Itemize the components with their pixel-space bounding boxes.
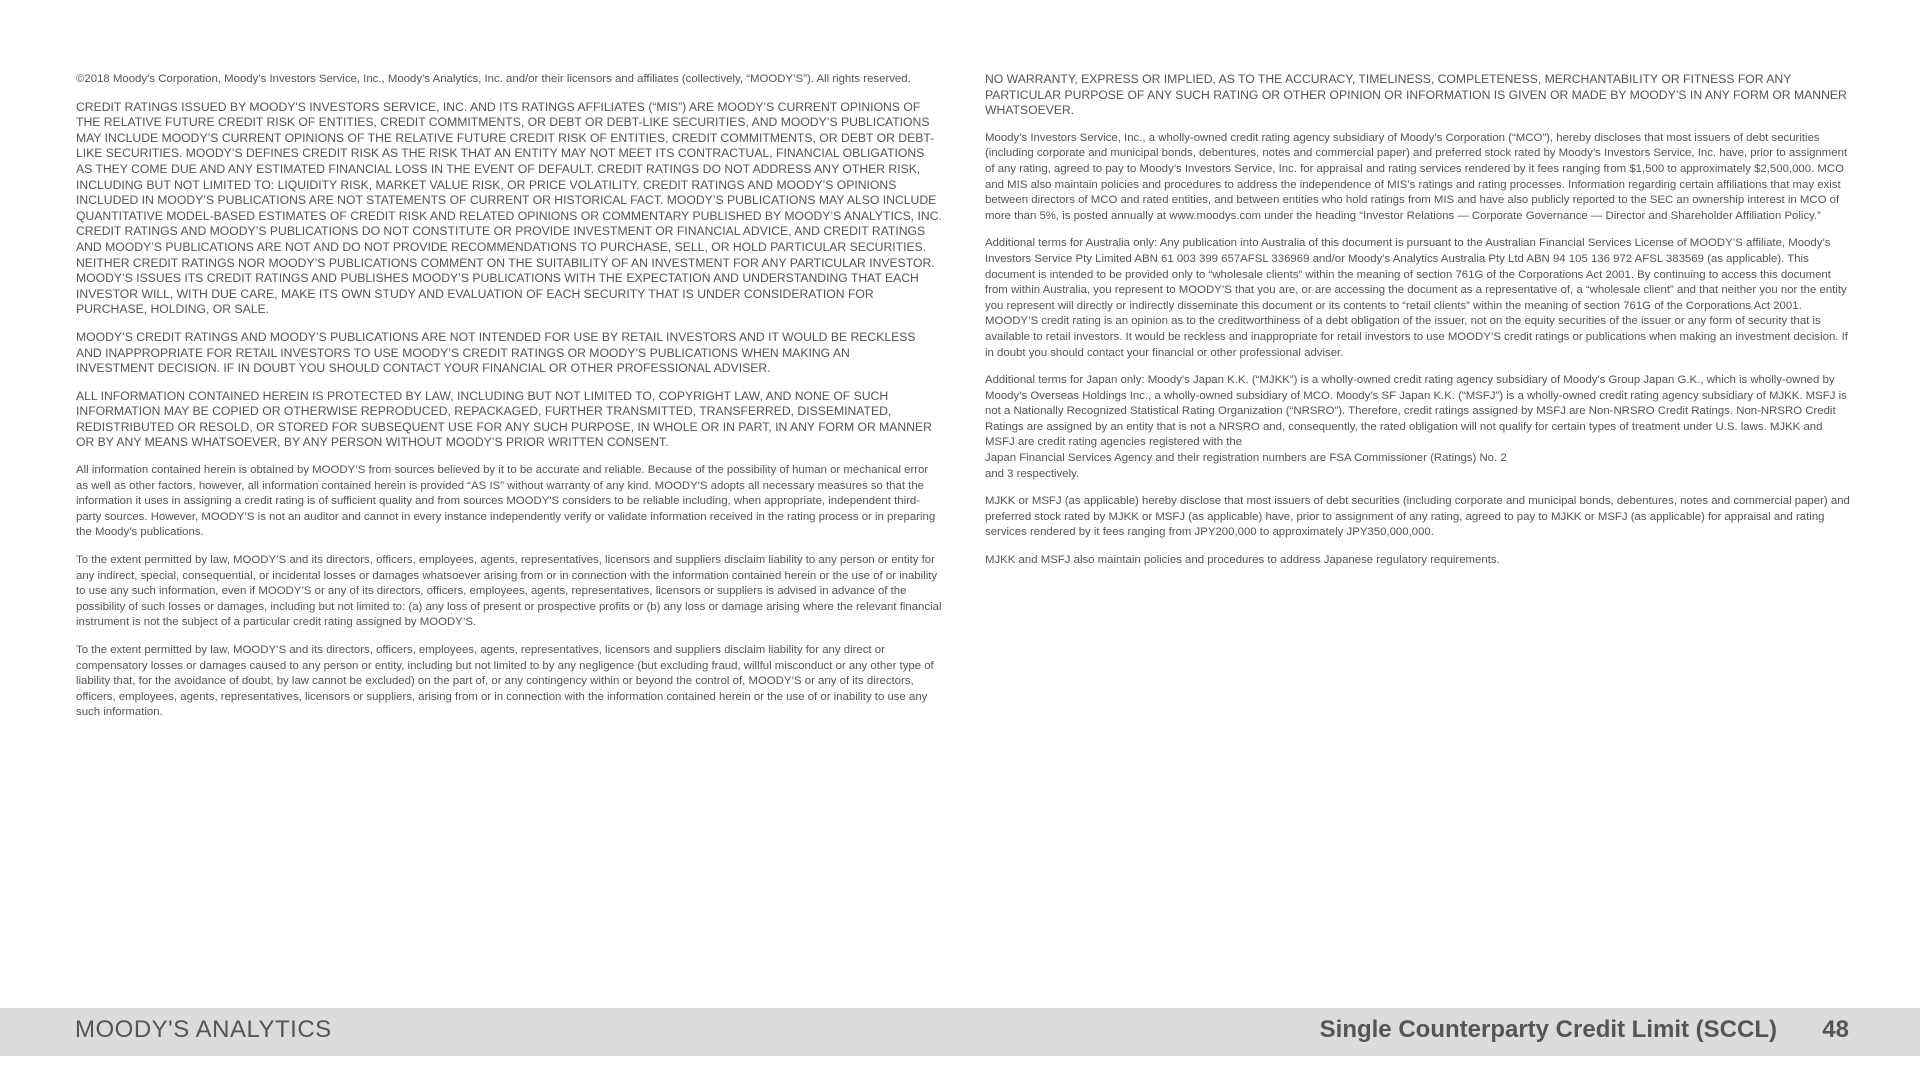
japan-terms-line3: and 3 respectively. [985,467,1080,480]
mjkk-fees-paragraph: MJKK or MSFJ (as applicable) hereby disclose that most issuers of debt securities (including corporate and municipal bonds, debentures, notes and commercial paper) and preferred stock rated by MJKK or MSFJ (as applicable) have, prior to assignment of any rating, agreed to pay to MJKK or MSFJ (as applicable) for appraisal and rating services rendered by it fees ranging from JPY200,000 to approximately JPY350,000,000. [985,495,1850,539]
australia-terms-paragraph: Additional terms for Australia only: Any publication into Australia of this document is pursuant to the Australian Financial Services License of MOODY’S affiliate, Moody’s Investors Service Pty Limited ABN 61 003 399 657AFSL 336969 and/or Moody’s Analytics Australia Pty Ltd ABN 94 105 136 972 AFSL 383569 (as applicable). This document is intended to be provided only to “wholesale clients” within the meaning of section 761G of the Corporations Act 2001. By continuing to access this document from within Australia, you represent to MOODY’S that you are, or are accessing the document as a representative of, a “wholesale client” and that neither you nor the entity you represent will directly or indirectly disseminate this document or its contents to “retail clients” within the meaning of section 761G of the Corporations Act 2001. MOODY’S credit rating is an opinion as to the creditworthiness of a debt obligation of the issuer, not on the equity securities of the issuer or any form of security that is available to retail investors. It would be reckless and inappropriate for retail investors to use MOODY’S credit ratings or publications when making an investment decision. If in doubt you should contact your financial or other professional adviser. [985,237,1848,359]
footer-document-title: Single Counterparty Credit Limit (SCCL) [1319,1016,1777,1043]
copyright-notice: ©2018 Moody’s Corporation, Moody’s Investors Service, Inc., Moody’s Analytics, Inc. and/or their licensors and affiliates (collectively, “MOODY’S”). All rights reserved. [76,73,911,85]
protected-by-law-notice: ALL INFORMATION CONTAINED HEREIN IS PROTECTED BY LAW, INCLUDING BUT NOT LIMITED TO, COPYRIGHT LAW, AND NONE OF SUCH INFORMATION MAY BE COPIED OR OTHERWISE REPRODUCED, REPACKAGED, FURTHER TRANSMITTED, TRANSFERRED, DISSEMINATED, REDISTRIBUTED OR RESOLD, OR STORED FOR SUBSEQUENT USE FOR ANY SUCH PURPOSE, IN WHOLE OR IN PART, IN ANY FORM OR MANNER OR BY ANY MEANS WHATSOEVER, BY ANY PERSON WITHOUT MOODY’S PRIOR WRITTEN CONSENT. [76,388,932,450]
japan-terms-line1: Additional terms for Japan only: Moody's Japan K.K. (“MJKK”) is a wholly-owned credit rating agency subsidiary of Moody's Group Japan G.K., which is wholly-owned by Moody’s Overseas Holdings Inc., a wholly-owned subsidiary of MCO. Moody’s SF Japan K.K. (“MSFJ”) is a wholly-owned credit rating agency subsidiary of MJKK. MSFJ is not a Nationally Recognized Statistical Rating Organization (“NRSRO”). Therefore, credit ratings assigned by MSFJ are Non-NRSRO Credit Ratings. Non-NRSRO Credit Ratings are assigned by an entity that is not a NRSRO and, consequently, the rated obligation will not qualify for certain types of treatment under U.S. laws. MJKK and MSFJ are credit rating agencies registered with the [985,374,1847,449]
retail-investors-line2: INVESTMENT DECISION. IF IN DOUBT YOU SHOULD CONTACT YOUR FINANCIAL OR OTHER PROFESSIONAL ADVISER. [76,361,771,376]
mco-disclosure-paragraph: Moody’s Investors Service, Inc., a wholly-owned credit rating agency subsidiary of Moody’s Corporation (“MCO”), hereby discloses that most issuers of debt securities (including corporate and municipal bonds, debentures, notes and commercial paper) and preferred stock rated by Moody’s Investors Service, Inc. have, prior to assignment of any rating, agreed to pay to Moody’s Investors Service, Inc. for appraisal and rating services rendered by it fees ranging from $1,500 to approximately $2,500,000. MCO and MIS also maintain policies and procedures to address the independence of MIS’s ratings and rating processes. Information regarding certain affiliations that may exist between directors of MCO and rated entities, and between entities who hold ratings from MIS and have also publicly reported to the SEC an ownership interest in MCO of more than 5%, is posted annually at www.moodys.com under the heading “Investor Relations — Corporate Governance — Director and Shareholder Affiliation Policy.” [985,131,1848,222]
mjkk-policies-paragraph: MJKK and MSFJ also maintain policies and procedures to address Japanese regulatory requirements. [985,554,1500,567]
moodys-analytics-logo: MOODY'S ANALYTICS [75,1016,332,1043]
retail-investors-notice [76,330,942,377]
japan-terms-line2: Japan Financial Services Agency and their registration numbers are FSA Commissioner (Ratings) No. 2 [985,452,1507,465]
liability-direct-paragraph: To the extent permitted by law, MOODY’S and its directors, officers, employees, agents, representatives, licensors and suppliers disclaim liability for any direct or compensatory losses or damages caused to any person or entity, including but not limited to by any negligence (but excluding fraud, willful misconduct or any other type of liability that, for the avoidance of doubt, by law cannot be excluded) on the part of, or any contingency within or beyond the control of, MOODY’S or any of its directors, officers, employees, agents, representatives, licensors or suppliers, arising from or in connection with the information contained herein or the use of or inability to use any such information. [76,644,934,719]
liability-indirect-paragraph: To the extent permitted by law, MOODY’S and its directors, officers, employees, agents, representatives, licensors and suppliers disclaim liability to any person or entity for any indirect, special, consequential, or incidental losses or damages whatsoever arising from or in connection with the information contained herein or the use of or inability to use any such information, even if MOODY’S or any of its directors, officers, employees, agents, representatives, licensors or suppliers is advised in advance of the possibility of such losses or damages, including but not limited to: (a) any loss of present or prospective profits or (b) any loss or damage arising where the relevant financial instrument is not the subject of a particular credit rating assigned by MOODY’S. [76,554,942,629]
credit-ratings-disclaimer: CREDIT RATINGS ISSUED BY MOODY'S INVESTORS SERVICE, INC. AND ITS RATINGS AFFILIATES (“MIS”) ARE MOODY’S CURRENT OPINIONS OF THE RELATIVE FUTURE CREDIT RISK OF ENTITIES, CREDIT COMMITMENTS, OR DEBT OR DEBT-LIKE SECURITIES, AND MOODY’S PUBLICATIONS MAY INCLUDE MOODY’S CURRENT OPINIONS OF THE RELATIVE FUTURE CREDIT RISK OF ENTITIES, CREDIT COMMITMENTS, OR DEBT OR DEBT-LIKE SECURITIES. MOODY’S DEFINES CREDIT RISK AS THE RISK THAT AN ENTITY MAY NOT MEET ITS CONTRACTUAL, FINANCIAL OBLIGATIONS AS THEY COME DUE AND ANY ESTIMATED FINANCIAL LOSS IN THE EVENT OF DEFAULT. CREDIT RATINGS DO NOT ADDRESS ANY OTHER RISK, INCLUDING BUT NOT LIMITED TO: LIQUIDITY RISK, MARKET VALUE RISK, OR PRICE VOLATILITY. CREDIT RATINGS AND MOODY’S OPINIONS INCLUDED IN MOODY’S PUBLICATIONS ARE NOT STATEMENTS OF CURRENT OR HISTORICAL FACT. MOODY’S PUBLICATIONS MAY ALSO INCLUDE QUANTITATIVE MODEL-BASED ESTIMATES OF CREDIT RISK AND RELATED OPINIONS OR COMMENTARY PUBLISHED BY MOODY’S ANALYTICS, INC. CREDIT RATINGS AND MOODY’S PUBLICATIONS DO NOT CONSTITUTE OR PROVIDE INVESTMENT OR FINANCIAL ADVICE, AND CREDIT RATINGS AND MOODY’S PUBLICATIONS ARE NOT AND DO NOT PROVIDE RECOMMENDATIONS TO PURCHASE, SELL, OR HOLD PARTICULAR SECURITIES. NEITHER CREDIT RATINGS NOR MOODY’S PUBLICATIONS COMMENT ON THE SUITABILITY OF AN INVESTMENT FOR ANY PARTICULAR INVESTOR. MOODY’S ISSUES ITS CREDIT RATINGS AND PUBLISHES MOODY’S PUBLICATIONS WITH THE EXPECTATION AND UNDERSTANDING THAT EACH INVESTOR WILL, WITH DUE CARE, MAKE ITS OWN STUDY AND EVALUATION OF EACH SECURITY THAT IS UNDER CONSIDERATION FOR PURCHASE, HOLDING, OR SALE. [76,99,942,317]
page-number: 48 [1822,1016,1849,1043]
retail-investors-line1: MOODY’S CREDIT RATINGS AND MOODY’S PUBLICATIONS ARE NOT INTENDED FOR USE BY RETAIL INVESTORS AND IT WOULD BE RECKLESS AND INAPPROPRIATE FOR RETAIL INVESTORS TO USE MOODY’S CREDIT RATINGS OR MOODY’S PUBLICATIONS WHEN MAKING AN [76,329,916,360]
no-warranty-notice: NO WARRANTY, EXPRESS OR IMPLIED, AS TO THE ACCURACY, TIMELINESS, COMPLETENESS, MERCHANTABILITY OR FITNESS FOR ANY PARTICULAR PURPOSE OF ANY SUCH RATING OR OTHER OPINION OR INFORMATION IS GIVEN OR MADE BY MOODY’S IN ANY FORM OR MANNER WHATSOEVER. [985,72,1847,118]
japan-terms-paragraph [985,373,1851,482]
information-sources-paragraph: All information contained herein is obtained by MOODY’S from sources believed by it to be accurate and reliable. Because of the possibility of human or mechanical error as well as other factors, however, all information contained herein is provided “AS IS” without warranty of any kind. MOODY'S adopts all necessary measures so that the information it uses in assigning a credit rating is of sufficient quality and from sources MOODY'S considers to be reliable including, when appropriate, independent third-party sources. However, MOODY’S is not an auditor and cannot in every instance independently verify or validate information received in the rating process or in preparing the Moody’s publications. [76,464,936,539]
left-column [76,72,942,733]
right-column [985,72,1851,581]
